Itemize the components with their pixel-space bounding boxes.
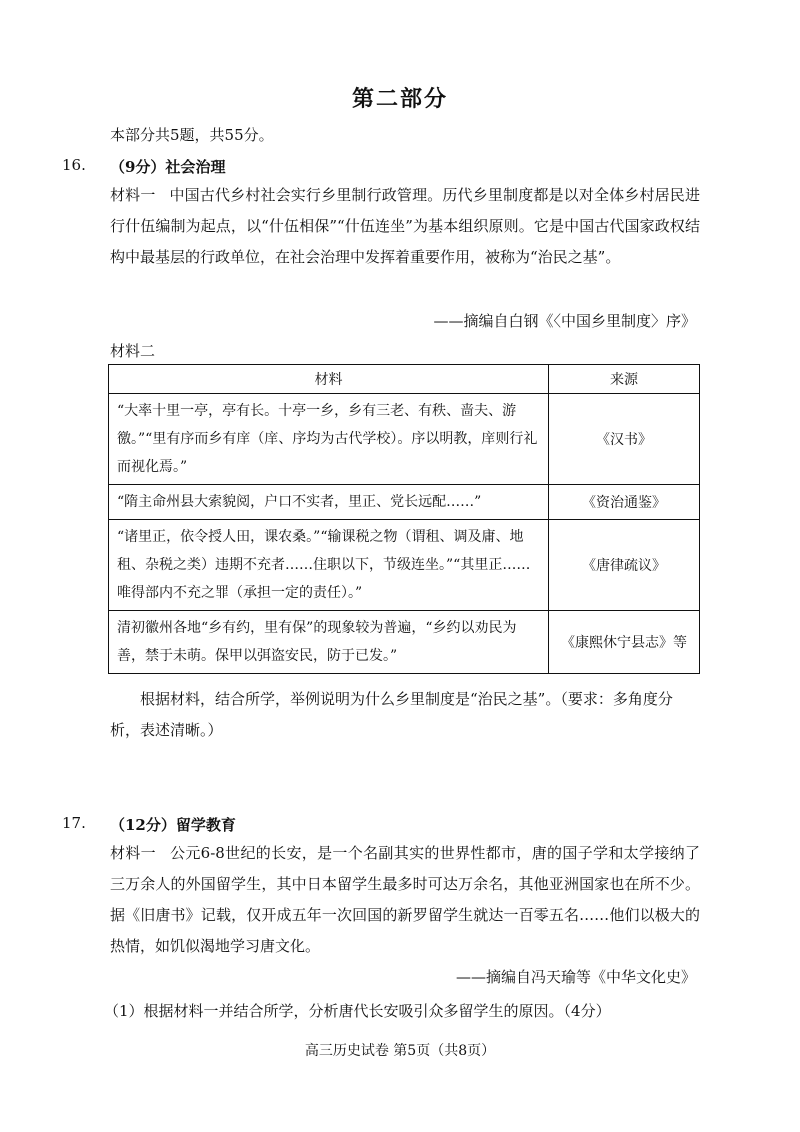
page-footer: 高三历史试卷 第5页（共8页） xyxy=(304,1043,496,1059)
q17-material-1-label: 材料一 xyxy=(110,844,156,862)
q17-material-1 xyxy=(110,838,700,962)
q16-question: 根据材料，结合所学，举例说明为什么乡里制度是“治民之基”。（要求：多角度分析，表述清晰。） xyxy=(110,690,673,739)
q16-material-1-label: 材料一 xyxy=(110,186,156,204)
page-title: 第二部分 xyxy=(351,86,448,112)
question-17-number: 17. xyxy=(62,814,86,832)
table-row xyxy=(109,394,700,485)
table-header-source: 来源 xyxy=(549,365,700,394)
table-cell-text: “诸里正，依令授人田，课农桑。”“输课税之物（谓租、调及庸、地租、杂税之类）违期不充者……住职以下，节级连坐。”“其里正……唯得部内不充之罪（承担一定的责任）。” xyxy=(109,520,549,611)
table-cell-text: “隋主命州县大索貌阅，户口不实者，里正、党长远配……” xyxy=(109,485,549,520)
table-row xyxy=(109,611,700,674)
table-cell-text: 清初徽州各地“乡有约，里有保”的现象较为普遍，“乡约以劝民为善，禁于未萌。保甲以弭盗安民，防于已发。” xyxy=(109,611,549,674)
q16-material-1 xyxy=(110,180,700,273)
table-header-material: 材料 xyxy=(109,365,549,394)
section-intro: 本部分共5题，共55分。 xyxy=(110,126,274,144)
question-17-heading: （12分）留学教育 xyxy=(110,816,236,834)
table-row xyxy=(109,485,700,520)
question-16-number: 16. xyxy=(62,156,86,174)
q16-material-1-source: ——摘编自白钢《〈中国乡里制度〉序》 xyxy=(433,312,696,330)
table-cell-text: “大率十里一亭，亭有长。十亭一乡，乡有三老、有秩、啬夫、游徼。”“里有序而乡有庠（庠、序均为古代学校）。序以明教，庠则行礼而视化焉。” xyxy=(109,394,549,485)
table-cell-source: 《唐律疏议》 xyxy=(549,520,700,611)
table-cell-source: 《康熙休宁县志》等 xyxy=(549,611,700,674)
question-16-heading: （9分）社会治理 xyxy=(110,158,226,176)
q16-material-table xyxy=(108,364,700,674)
table-cell-source: 《汉书》 xyxy=(549,394,700,485)
q16-material-2-label: 材料二 xyxy=(110,342,156,360)
table-row xyxy=(109,520,700,611)
table-cell-source: 《资治通鉴》 xyxy=(549,485,700,520)
q17-subquestion-1: （1）根据材料一并结合所学，分析唐代长安吸引众多留学生的原因。（4分） xyxy=(104,1002,611,1020)
table-header-row xyxy=(109,365,700,394)
q16-material-1-text: 中国古代乡村社会实行乡里制行政管理。历代乡里制度都是以对全体乡村居民进行什伍编制为起点，以“什伍相保”“什伍连坐”为基本组织原则。它是中国古代国家政权结构中最基层的行政单位，在社会治理中发挥着重要作用，被称为“治民之基”。 xyxy=(110,186,700,266)
q17-material-1-text: 公元6-8世纪的长安，是一个名副其实的世界性都市，唐的国子学和太学接纳了三万余人的外国留学生，其中日本留学生最多时可达万余名，其他亚洲国家也在所不少。据《旧唐书》记载，仅开成五年一次回国的新罗留学生就达一百零五名……他们以极大的热情，如饥似渴地学习唐文化。 xyxy=(110,844,700,955)
q17-material-1-source: ——摘编自冯天瑜等《中华文化史》 xyxy=(455,968,696,986)
